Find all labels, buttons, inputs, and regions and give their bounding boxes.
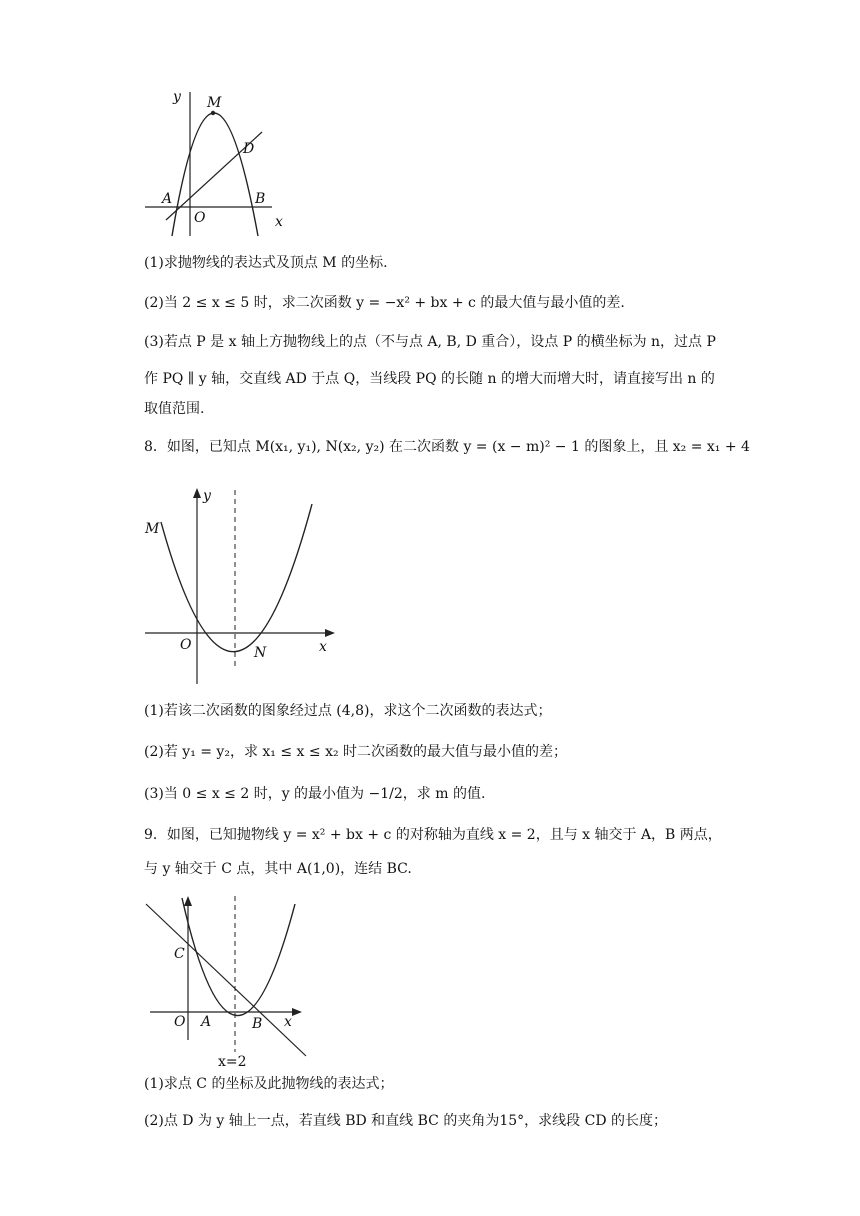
p7-q1: (1)求抛物线的表达式及顶点 M 的坐标. xyxy=(144,255,388,271)
figure-1-parabola xyxy=(140,84,300,244)
fig3-a-label: A xyxy=(201,1014,212,1030)
figure-3-svg xyxy=(140,890,315,1070)
fig1-y-label: y xyxy=(173,89,181,105)
figure-2-parabola xyxy=(140,480,340,690)
fig2-n-label: N xyxy=(254,645,267,661)
p9-stem-line1: 9．如图，已知抛物线 y = x² + bx + c 的对称轴为直线 x = 2，且与 x 轴交于 A，B 两点， xyxy=(144,827,722,843)
vertex-point xyxy=(211,111,215,115)
line-bc xyxy=(146,904,306,1056)
p7-q3-line1: (3)若点 P 是 x 轴上方抛物线上的点（不与点 A, B, D 重合），设点 P 的横坐标为 n，过点 P xyxy=(144,334,716,350)
fig3-o-label: O xyxy=(174,1014,186,1030)
p8-q1: (1)若该二次函数的图象经过点 (4,8)，求这个二次函数的表达式； xyxy=(144,703,552,719)
p8-stem: 8．如图，已知点 M(x₁, y₁), N(x₂, y₂) 在二次函数 y = (x − m)² − 1 的图象上，且 x₂ = x₁ + 4 xyxy=(144,439,750,455)
fig1-a-label: A xyxy=(162,191,173,207)
figure-3-parabola xyxy=(140,890,315,1070)
fig2-m-label: M xyxy=(145,521,160,537)
fig3-b-label: B xyxy=(252,1016,263,1032)
x-axis-arrow xyxy=(325,629,335,637)
parabola-curve xyxy=(161,504,312,652)
x-axis-arrow xyxy=(292,1008,302,1016)
fig1-d-label: D xyxy=(243,141,255,157)
p9-stem-line2: 与 y 轴交于 C 点，其中 A(1,0)，连结 BC. xyxy=(144,861,412,877)
fig2-y-label: y xyxy=(203,488,211,504)
fig3-x-label: x xyxy=(284,1014,292,1030)
p7-q2: (2)当 2 ≤ x ≤ 5 时，求二次函数 y = −x² + bx + c 的最大值与最小值的差. xyxy=(144,295,625,311)
fig1-m-label: M xyxy=(207,95,222,111)
fig2-x-label: x xyxy=(319,639,327,655)
fig1-o-label: O xyxy=(194,210,206,226)
y-axis-arrow xyxy=(193,488,201,498)
fig1-x-label: x xyxy=(275,214,283,230)
figure-1-svg xyxy=(140,84,300,244)
fig2-o-label: O xyxy=(180,637,192,653)
p8-q3: (3)当 0 ≤ x ≤ 2 时，y 的最小值为 −1/2，求 m 的值. xyxy=(144,786,486,802)
p7-q3-line2: 作 PQ ∥ y 轴，交直线 AD 于点 Q，当线段 PQ 的长随 n 的增大而增大时，请直接写出 n 的 xyxy=(144,371,715,387)
p9-q2: (2)点 D 为 y 轴上一点，若直线 BD 和直线 BC 的夹角为15°，求线段 CD 的长度； xyxy=(144,1113,667,1129)
y-axis-arrow xyxy=(184,896,192,906)
fig3-axis-label: x=2 xyxy=(218,1054,247,1070)
p7-q3-line3: 取值范围. xyxy=(144,401,205,417)
figure-2-svg xyxy=(140,480,340,690)
fig1-b-label: B xyxy=(255,191,266,207)
p9-q1: (1)求点 C 的坐标及此抛物线的表达式； xyxy=(144,1076,394,1092)
parabola-curve xyxy=(182,898,295,1016)
p8-q2: (2)若 y₁ = y₂，求 x₁ ≤ x ≤ x₂ 时二次函数的最大值与最小值的差； xyxy=(144,744,568,760)
fig3-c-label: C xyxy=(174,946,185,962)
